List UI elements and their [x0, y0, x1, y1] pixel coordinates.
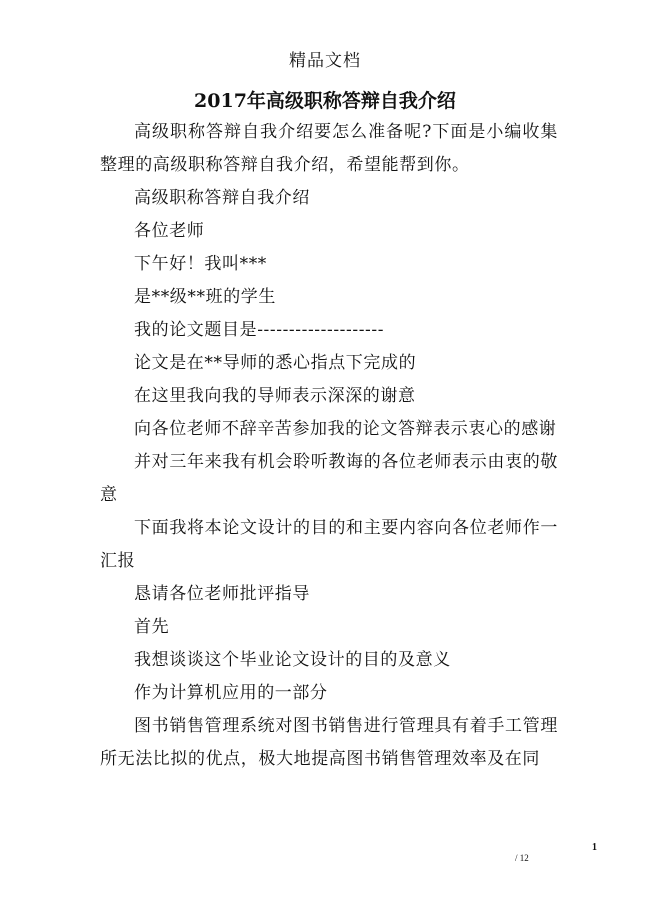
paragraph: 各位老师	[134, 221, 205, 241]
paragraph: 向各位老师不辞辛苦参加我的论文答辩表示衷心的感谢	[134, 419, 557, 439]
paragraph: 高级职称答辩自我介绍	[134, 188, 310, 208]
paragraph: 并对三年来我有机会聆听教诲的各位老师表示由衷的敬意	[100, 452, 558, 505]
page-header: 精品文档	[289, 51, 361, 71]
paragraph: 是**级**班的学生	[134, 287, 276, 307]
paragraph: 我想谈谈这个毕业论文设计的目的及意义	[134, 650, 451, 670]
paragraph: 作为计算机应用的一部分	[134, 683, 328, 703]
paragraph: 下面我将本论文设计的目的和主要内容向各位老师作一汇报	[100, 518, 558, 571]
paragraph: 图书销售管理系统对图书销售进行管理具有着手工管理所无法比拟的优点，极大地提高图书销售管理效率及在同	[100, 716, 558, 769]
paragraph: 恳请各位老师批评指导	[134, 584, 310, 604]
document-title: 2017年高级职称答辩自我介绍	[194, 90, 456, 112]
document-body	[100, 116, 558, 776]
paragraph: 论文是在**导师的悉心指点下完成的	[134, 353, 417, 373]
paragraph: 高级职称答辩自我介绍要怎么准备呢?下面是小编收集整理的高级职称答辩自我介绍，希望能帮到你。	[100, 122, 558, 175]
page-number: 1	[592, 842, 597, 853]
paragraph: 首先	[134, 617, 170, 637]
page-count-label: / 12	[515, 853, 529, 863]
paragraph: 下午好！我叫***	[134, 254, 267, 274]
paragraph: 在这里我向我的导师表示深深的谢意	[134, 386, 416, 406]
paragraph: 我的论文题目是--------------------	[134, 320, 385, 340]
